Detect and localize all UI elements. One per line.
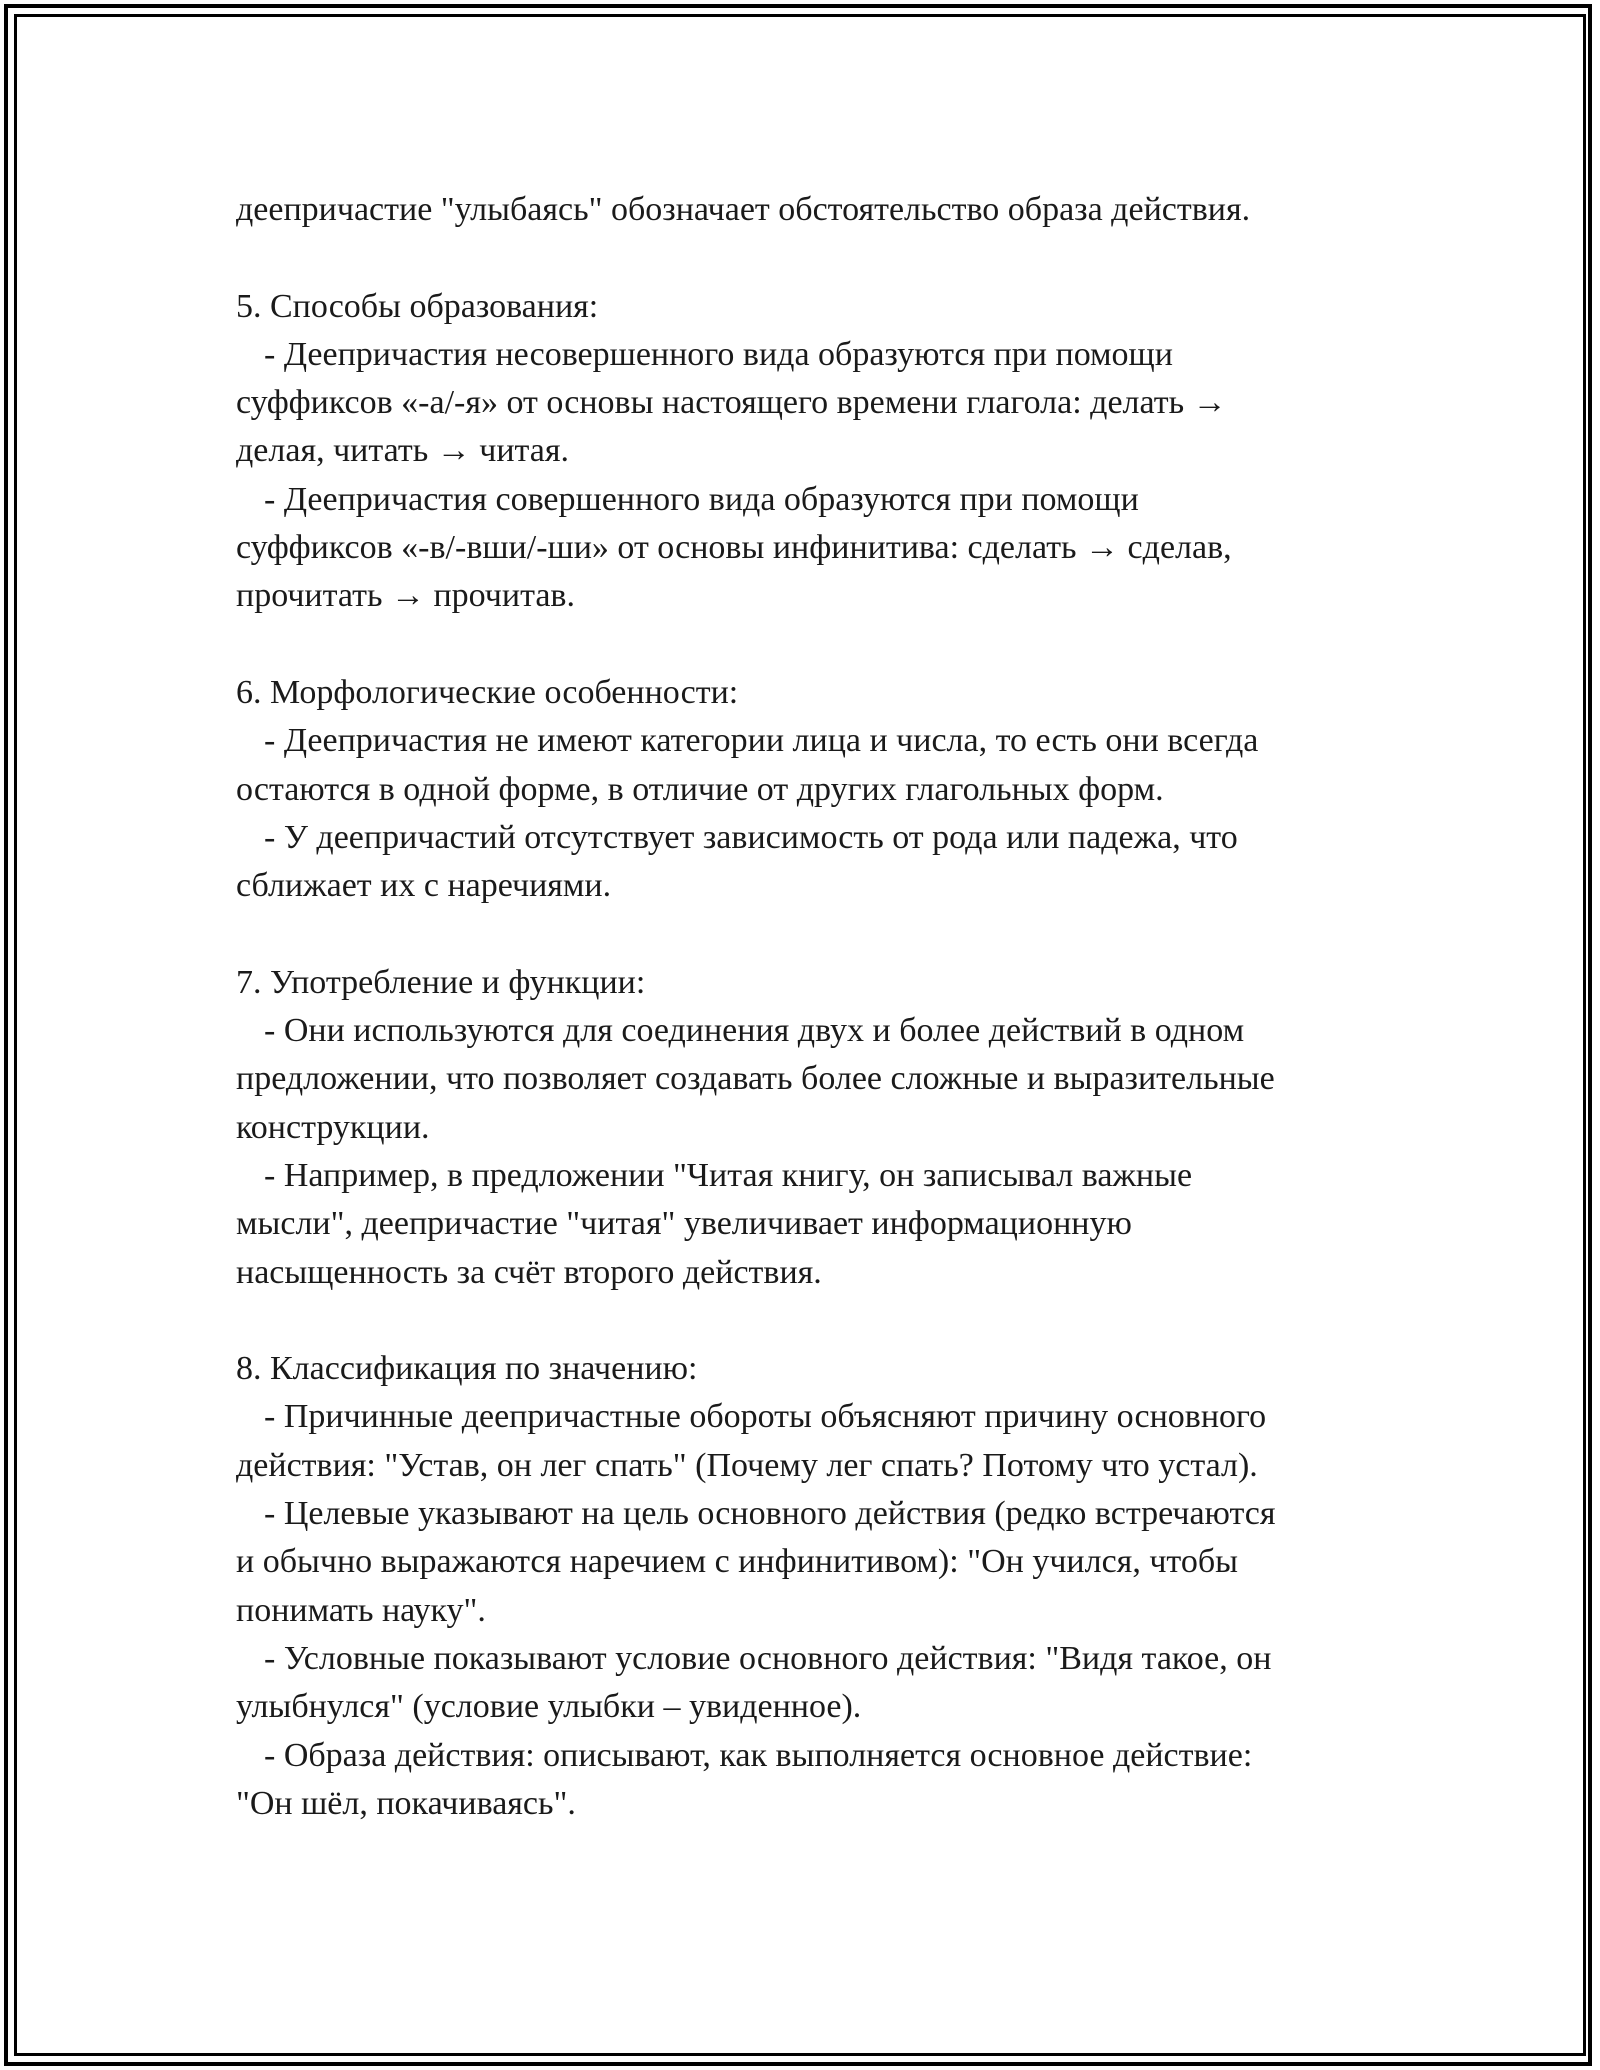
section-8-line: действия: "Устав, он лег спать" (Почему лег спать? Потому что устал). [236, 1446, 1258, 1484]
section-5-line: суффиксов «-в/-вши/-ши» от основы инфинитива: сделать → сделав, [236, 529, 1232, 567]
section-5-heading: 5. Способы образования: [236, 287, 599, 325]
section-5-line: прочитать → прочитав. [236, 577, 575, 615]
section-6-line: сближает их с наречиями. [236, 867, 612, 905]
intro-line: деепричастие "улыбаясь" обозначает обстоятельство образа действия. [236, 191, 1251, 228]
section-7-heading: 7. Употребление и функции: [236, 963, 646, 1001]
section-8-line: - Целевые указывают на цель основного действия (редко встречаются [264, 1495, 1276, 1533]
section-8-line: - Образа действия: описывают, как выполняется основное действие: [264, 1736, 1253, 1774]
section-5-line: суффиксов «-а/-я» от основы настоящего времени глагола: делать → [236, 384, 1227, 422]
section-8-line: и обычно выражаются наречием с инфинитивом): "Он учился, чтобы [236, 1543, 1238, 1581]
section-8-line: понимать науку". [236, 1591, 486, 1629]
section-7-line: предложении, что позволяет создавать более сложные и выразительные [236, 1060, 1275, 1098]
section-8-line: улыбнулся" (условие улыбки – увиденное). [236, 1688, 862, 1726]
section-5-line: делая, читать → читая. [236, 432, 570, 470]
section-6-line: - У деепричастий отсутствует зависимость от рода или падежа, что [264, 818, 1238, 856]
section-6-heading: 6. Морфологические особенности: [236, 673, 739, 711]
section-7-line: мысли", деепричастие "читая" увеличивает информационную [236, 1205, 1132, 1243]
document-body [236, 186, 1416, 1828]
section-6-line: остаются в одной форме, в отличие от других глагольных форм. [236, 770, 1164, 808]
section-7-line: конструкции. [236, 1108, 430, 1146]
section-7-line: - Например, в предложении "Читая книгу, он записывал важные [264, 1156, 1193, 1194]
section-8-line: "Он шёл, покачиваясь". [236, 1784, 576, 1822]
section-6-line: - Деепричастия не имеют категории лица и числа, то есть они всегда [264, 722, 1259, 760]
section-8-line: - Условные показывают условие основного действия: "Видя такое, он [264, 1639, 1272, 1677]
section-7-line: - Они используются для соединения двух и более действий в одном [264, 1012, 1245, 1050]
section-7-line: насыщенность за счёт второго действия. [236, 1253, 822, 1291]
section-5-line: - Деепричастия несовершенного вида образуются при помощи [264, 335, 1173, 373]
section-5-line: - Деепричастия совершенного вида образуются при помощи [264, 480, 1139, 518]
section-8-heading: 8. Классификация по значению: [236, 1350, 698, 1388]
section-8-line: - Причинные деепричастные обороты объясняют причину основного [264, 1398, 1267, 1436]
